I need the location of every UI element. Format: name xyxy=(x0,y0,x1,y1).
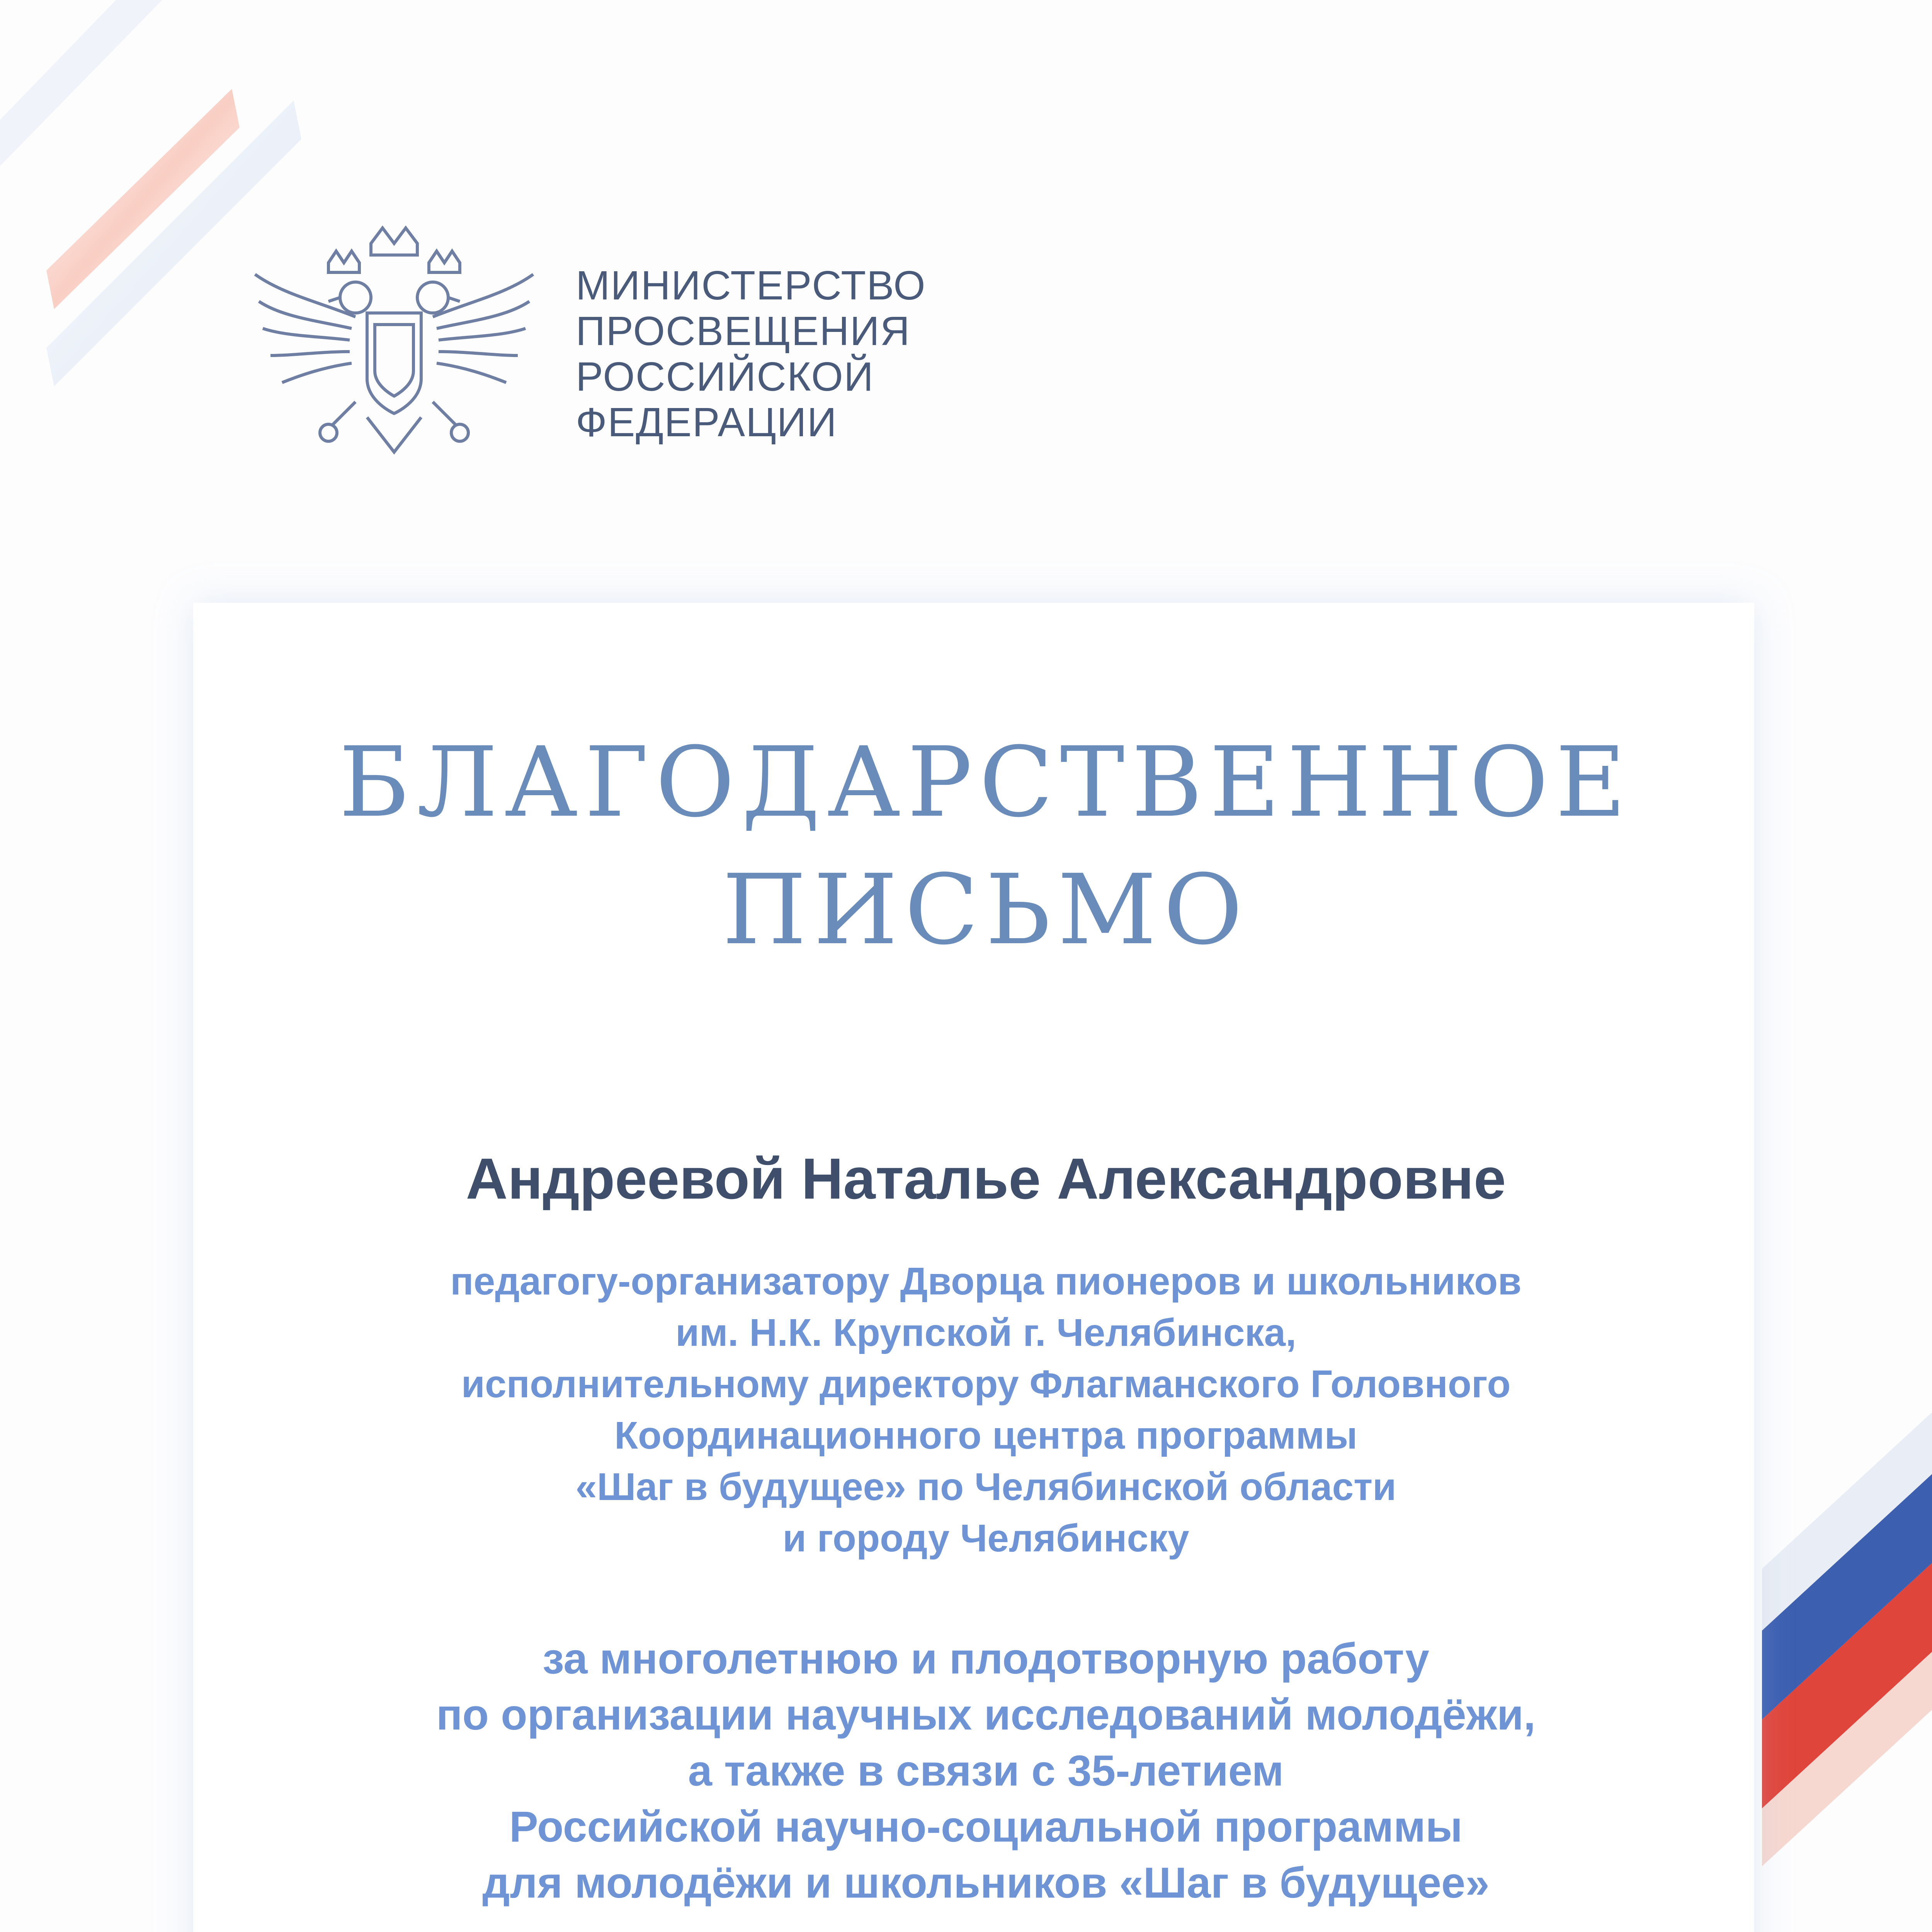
position-line: исполнительному директору Флагманского Головного xyxy=(461,1362,1511,1406)
reason-line: Российской научно-социальной программы xyxy=(509,1803,1463,1851)
ministry-line: ПРОСВЕЩЕНИЯ xyxy=(576,308,911,354)
document-title-line-2: ПИСЬМО xyxy=(722,854,1250,966)
reason-line: для молодёжи и школьников «Шаг в будущее» xyxy=(482,1859,1490,1907)
ministry-name xyxy=(576,263,1117,445)
ministry-line: МИНИСТЕРСТВО xyxy=(576,263,926,308)
recipient-name: Андреевой Наталье Александровне xyxy=(466,1146,1506,1211)
ministry-line: РОССИЙСКОЙ xyxy=(576,354,874,400)
reason-line: а также в связи с 35-летием xyxy=(688,1747,1284,1795)
position-line: педагогу-организатору Дворца пионеров и школьников xyxy=(450,1260,1522,1303)
position-line: им. Н.К. Крупской г. Челябинска, xyxy=(675,1311,1296,1354)
position-line: и городу Челябинску xyxy=(782,1517,1189,1560)
award-reason xyxy=(0,1631,1932,1911)
reason-line: за многолетнюю и плодотворную работу xyxy=(543,1634,1429,1683)
ministry-line: ФЕДЕРАЦИИ xyxy=(576,400,837,445)
position-line: «Шаг в будущее» по Челябинской области xyxy=(575,1465,1396,1509)
reason-line: по организации научных исследований молодёжи, xyxy=(436,1690,1536,1739)
document-title-line-1: БЛАГОДАРСТВЕННОЕ xyxy=(339,726,1633,838)
double-headed-eagle-icon xyxy=(240,216,549,487)
position-line: Координационного центра программы xyxy=(614,1414,1358,1457)
recipient-position xyxy=(0,1256,1932,1564)
